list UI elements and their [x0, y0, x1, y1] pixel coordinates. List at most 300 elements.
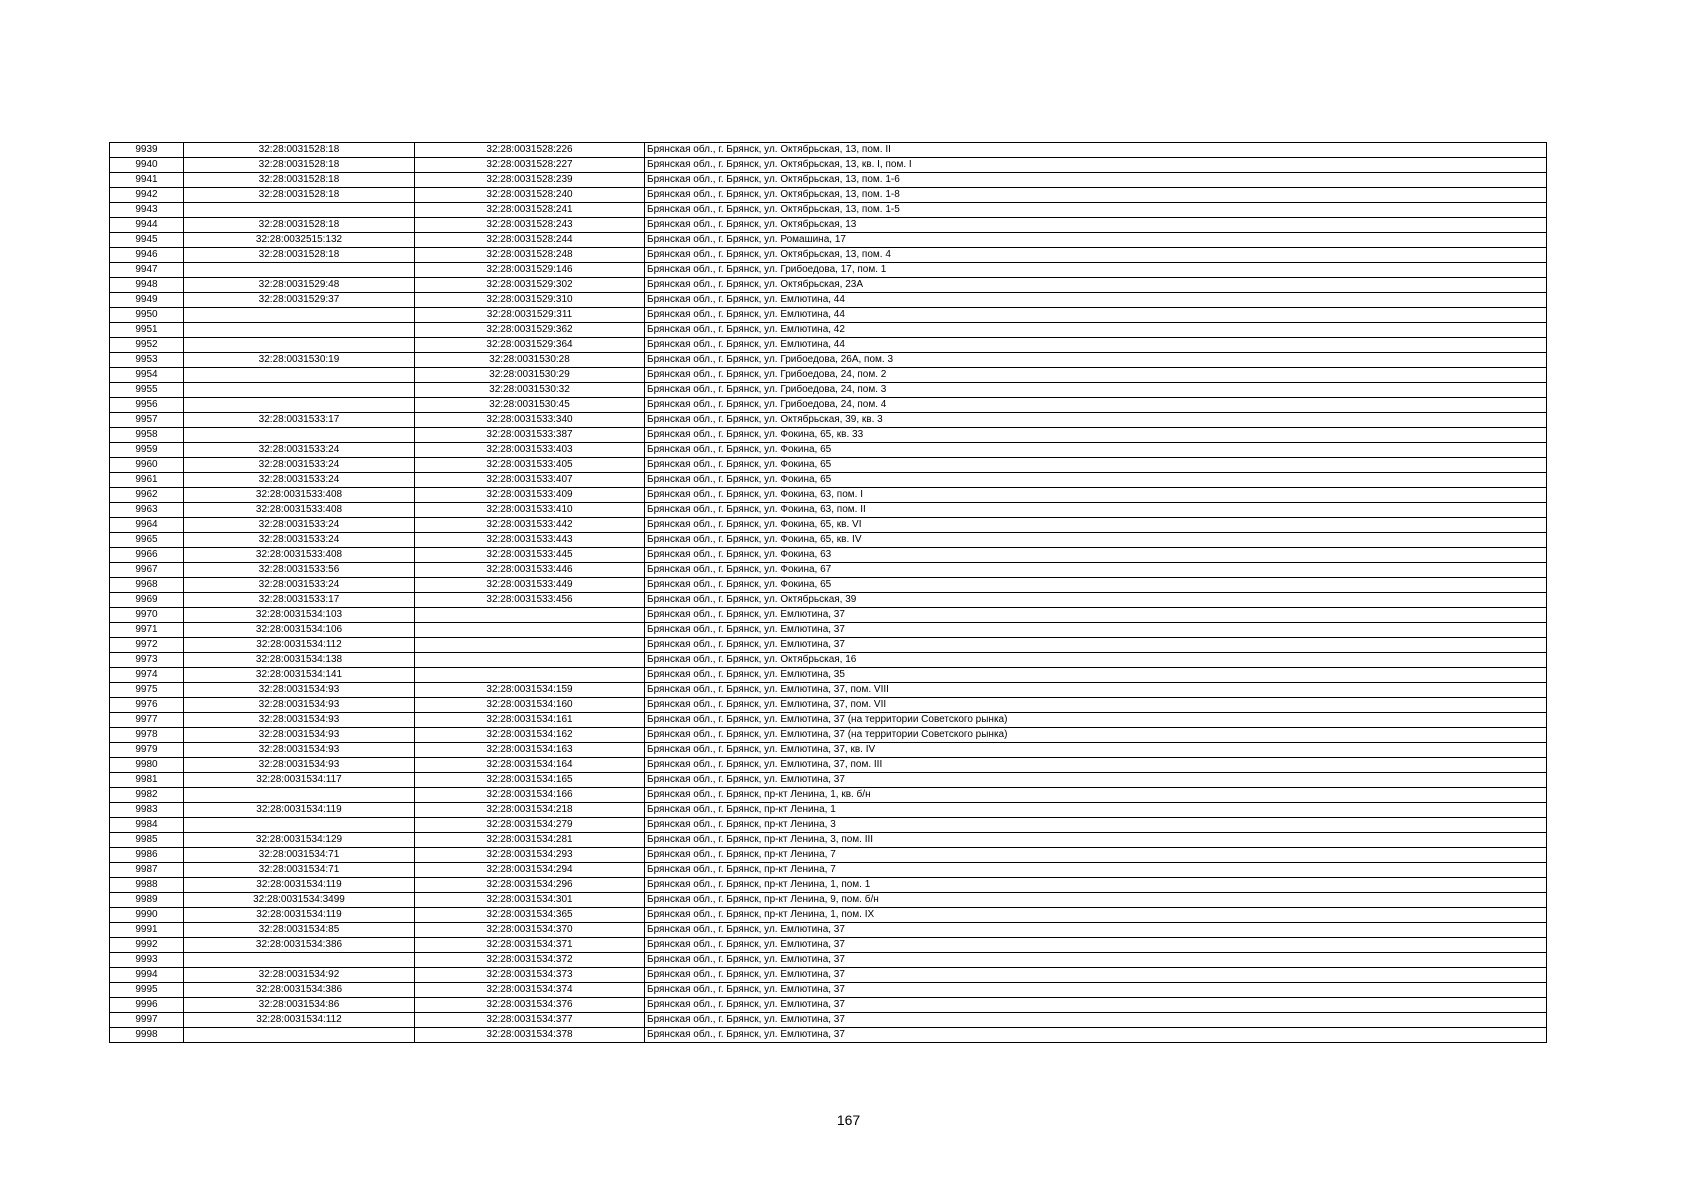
- address-cell: Брянская обл., г. Брянск, ул. Емлютина, 37, кв. IV: [645, 743, 1547, 758]
- land-cadastral-number-cell: 32:28:0031534:119: [184, 908, 415, 923]
- row-number-cell: 9995: [110, 983, 184, 998]
- address-cell: Брянская обл., г. Брянск, ул. Фокина, 65: [645, 578, 1547, 593]
- object-cadastral-number-cell: 32:28:0031533:405: [415, 458, 645, 473]
- table-row: [110, 263, 1547, 278]
- address-cell: Брянская обл., г. Брянск, пр-кт Ленина, 3, пом. III: [645, 833, 1547, 848]
- row-number-cell: 9943: [110, 203, 184, 218]
- land-cadastral-number-cell: 32:28:0031534:93: [184, 698, 415, 713]
- object-cadastral-number-cell: 32:28:0031534:378: [415, 1028, 645, 1043]
- registry-table: [109, 142, 1547, 1043]
- object-cadastral-number-cell: [415, 653, 645, 668]
- row-number-cell: 9969: [110, 593, 184, 608]
- row-number-cell: 9972: [110, 638, 184, 653]
- land-cadastral-number-cell: [184, 1028, 415, 1043]
- address-cell: Брянская обл., г. Брянск, пр-кт Ленина, 1, пом. IX: [645, 908, 1547, 923]
- row-number-cell: 9964: [110, 518, 184, 533]
- land-cadastral-number-cell: 32:28:0031534:106: [184, 623, 415, 638]
- object-cadastral-number-cell: [415, 668, 645, 683]
- row-number-cell: 9953: [110, 353, 184, 368]
- table-row: [110, 788, 1547, 803]
- land-cadastral-number-cell: 32:28:0031534:386: [184, 983, 415, 998]
- land-cadastral-number-cell: 32:28:0031528:18: [184, 158, 415, 173]
- object-cadastral-number-cell: 32:28:0031529:310: [415, 293, 645, 308]
- land-cadastral-number-cell: 32:28:0031530:19: [184, 353, 415, 368]
- land-cadastral-number-cell: 32:28:0031533:24: [184, 533, 415, 548]
- table-row: [110, 923, 1547, 938]
- row-number-cell: 9963: [110, 503, 184, 518]
- row-number-cell: 9952: [110, 338, 184, 353]
- table-row: [110, 998, 1547, 1013]
- row-number-cell: 9941: [110, 173, 184, 188]
- address-cell: Брянская обл., г. Брянск, пр-кт Ленина, 7: [645, 863, 1547, 878]
- land-cadastral-number-cell: 32:28:0031533:24: [184, 518, 415, 533]
- address-cell: Брянская обл., г. Брянск, ул. Емлютина, 35: [645, 668, 1547, 683]
- address-cell: Брянская обл., г. Брянск, ул. Грибоедова, 24, пом. 4: [645, 398, 1547, 413]
- address-cell: Брянская обл., г. Брянск, ул. Октябрьская, 13, кв. I, пом. I: [645, 158, 1547, 173]
- land-cadastral-number-cell: [184, 383, 415, 398]
- object-cadastral-number-cell: 32:28:0031534:281: [415, 833, 645, 848]
- object-cadastral-number-cell: 32:28:0031534:296: [415, 878, 645, 893]
- address-cell: Брянская обл., г. Брянск, ул. Октябрьская, 16: [645, 653, 1547, 668]
- table-row: [110, 908, 1547, 923]
- object-cadastral-number-cell: 32:28:0031534:279: [415, 818, 645, 833]
- address-cell: Брянская обл., г. Брянск, ул. Грибоедова, 26А, пом. 3: [645, 353, 1547, 368]
- land-cadastral-number-cell: 32:28:0031534:138: [184, 653, 415, 668]
- table-row: [110, 503, 1547, 518]
- row-number-cell: 9968: [110, 578, 184, 593]
- table-row: [110, 743, 1547, 758]
- object-cadastral-number-cell: [415, 638, 645, 653]
- address-cell: Брянская обл., г. Брянск, ул. Емлютина, 44: [645, 308, 1547, 323]
- land-cadastral-number-cell: 32:28:0031534:117: [184, 773, 415, 788]
- table-row: [110, 533, 1547, 548]
- land-cadastral-number-cell: 32:28:0031528:18: [184, 143, 415, 158]
- table-row: [110, 968, 1547, 983]
- land-cadastral-number-cell: 32:28:0031534:71: [184, 848, 415, 863]
- object-cadastral-number-cell: 32:28:0031533:442: [415, 518, 645, 533]
- object-cadastral-number-cell: 32:28:0031534:373: [415, 968, 645, 983]
- table-row: [110, 368, 1547, 383]
- row-number-cell: 9990: [110, 908, 184, 923]
- address-cell: Брянская обл., г. Брянск, ул. Емлютина, 37: [645, 623, 1547, 638]
- object-cadastral-number-cell: 32:28:0031534:293: [415, 848, 645, 863]
- address-cell: Брянская обл., г. Брянск, ул. Октябрьская, 13, пом. 4: [645, 248, 1547, 263]
- address-cell: Брянская обл., г. Брянск, ул. Емлютина, 37: [645, 968, 1547, 983]
- land-cadastral-number-cell: 32:28:0031534:386: [184, 938, 415, 953]
- row-number-cell: 9958: [110, 428, 184, 443]
- address-cell: Брянская обл., г. Брянск, ул. Емлютина, 37, пом. III: [645, 758, 1547, 773]
- row-number-cell: 9976: [110, 698, 184, 713]
- address-cell: Брянская обл., г. Брянск, ул. Октябрьская, 13, пом. 1-8: [645, 188, 1547, 203]
- row-number-cell: 9977: [110, 713, 184, 728]
- land-cadastral-number-cell: 32:28:0031533:24: [184, 443, 415, 458]
- table-row: [110, 383, 1547, 398]
- table-row: [110, 878, 1547, 893]
- address-cell: Брянская обл., г. Брянск, пр-кт Ленина, 9, пом. б/н: [645, 893, 1547, 908]
- table-row: [110, 833, 1547, 848]
- object-cadastral-number-cell: 32:28:0031530:45: [415, 398, 645, 413]
- row-number-cell: 9970: [110, 608, 184, 623]
- land-cadastral-number-cell: 32:28:0031534:141: [184, 668, 415, 683]
- address-cell: Брянская обл., г. Брянск, ул. Фокина, 63, пом. I: [645, 488, 1547, 503]
- row-number-cell: 9986: [110, 848, 184, 863]
- land-cadastral-number-cell: [184, 953, 415, 968]
- land-cadastral-number-cell: 32:28:0031533:24: [184, 578, 415, 593]
- object-cadastral-number-cell: 32:28:0031534:166: [415, 788, 645, 803]
- row-number-cell: 9978: [110, 728, 184, 743]
- row-number-cell: 9985: [110, 833, 184, 848]
- land-cadastral-number-cell: [184, 308, 415, 323]
- row-number-cell: 9954: [110, 368, 184, 383]
- table-row: [110, 773, 1547, 788]
- object-cadastral-number-cell: 32:28:0031534:376: [415, 998, 645, 1013]
- table-row: [110, 518, 1547, 533]
- row-number-cell: 9982: [110, 788, 184, 803]
- address-cell: Брянская обл., г. Брянск, ул. Емлютина, 37, пом. VIII: [645, 683, 1547, 698]
- address-cell: Брянская обл., г. Брянск, ул. Емлютина, 37: [645, 983, 1547, 998]
- land-cadastral-number-cell: 32:28:0031534:103: [184, 608, 415, 623]
- address-cell: Брянская обл., г. Брянск, ул. Октябрьская, 13, пом. II: [645, 143, 1547, 158]
- object-cadastral-number-cell: 32:28:0031534:164: [415, 758, 645, 773]
- row-number-cell: 9996: [110, 998, 184, 1013]
- land-cadastral-number-cell: 32:28:0031534:119: [184, 803, 415, 818]
- table-row: [110, 548, 1547, 563]
- land-cadastral-number-cell: 32:28:0031528:18: [184, 173, 415, 188]
- object-cadastral-number-cell: 32:28:0031529:311: [415, 308, 645, 323]
- address-cell: Брянская обл., г. Брянск, ул. Фокина, 65, кв. 33: [645, 428, 1547, 443]
- row-number-cell: 9965: [110, 533, 184, 548]
- row-number-cell: 9971: [110, 623, 184, 638]
- address-cell: Брянская обл., г. Брянск, ул. Фокина, 63, пом. II: [645, 503, 1547, 518]
- address-cell: Брянская обл., г. Брянск, ул. Октябрьская, 13: [645, 218, 1547, 233]
- table-row: [110, 248, 1547, 263]
- object-cadastral-number-cell: 32:28:0031533:403: [415, 443, 645, 458]
- land-cadastral-number-cell: 32:28:0031534:86: [184, 998, 415, 1013]
- object-cadastral-number-cell: 32:28:0031534:159: [415, 683, 645, 698]
- address-cell: Брянская обл., г. Брянск, ул. Фокина, 65: [645, 473, 1547, 488]
- address-cell: Брянская обл., г. Брянск, ул. Емлютина, 37: [645, 953, 1547, 968]
- address-cell: Брянская обл., г. Брянск, ул. Октябрьская, 13, пом. 1-6: [645, 173, 1547, 188]
- table-row: [110, 713, 1547, 728]
- object-cadastral-number-cell: 32:28:0031534:161: [415, 713, 645, 728]
- row-number-cell: 9987: [110, 863, 184, 878]
- address-cell: Брянская обл., г. Брянск, ул. Грибоедова, 24, пом. 2: [645, 368, 1547, 383]
- table-row: [110, 983, 1547, 998]
- land-cadastral-number-cell: 32:28:0031534:93: [184, 713, 415, 728]
- table-row: [110, 458, 1547, 473]
- row-number-cell: 9955: [110, 383, 184, 398]
- land-cadastral-number-cell: 32:28:0031533:408: [184, 488, 415, 503]
- table-row: [110, 233, 1547, 248]
- land-cadastral-number-cell: 32:28:0031534:112: [184, 638, 415, 653]
- land-cadastral-number-cell: [184, 323, 415, 338]
- registry-table-body: [110, 143, 1547, 1043]
- object-cadastral-number-cell: 32:28:0031528:227: [415, 158, 645, 173]
- object-cadastral-number-cell: 32:28:0031528:240: [415, 188, 645, 203]
- address-cell: Брянская обл., г. Брянск, ул. Фокина, 63: [645, 548, 1547, 563]
- row-number-cell: 9951: [110, 323, 184, 338]
- row-number-cell: 9979: [110, 743, 184, 758]
- address-cell: Брянская обл., г. Брянск, ул. Грибоедова, 24, пом. 3: [645, 383, 1547, 398]
- address-cell: Брянская обл., г. Брянск, ул. Емлютина, 37: [645, 773, 1547, 788]
- land-cadastral-number-cell: 32:28:0032515:132: [184, 233, 415, 248]
- row-number-cell: 9975: [110, 683, 184, 698]
- row-number-cell: 9981: [110, 773, 184, 788]
- table-row: [110, 203, 1547, 218]
- row-number-cell: 9947: [110, 263, 184, 278]
- address-cell: Брянская обл., г. Брянск, пр-кт Ленина, 1: [645, 803, 1547, 818]
- address-cell: Брянская обл., г. Брянск, ул. Емлютина, 42: [645, 323, 1547, 338]
- land-cadastral-number-cell: 32:28:0031534:3499: [184, 893, 415, 908]
- table-row: [110, 428, 1547, 443]
- table-row: [110, 653, 1547, 668]
- land-cadastral-number-cell: [184, 203, 415, 218]
- object-cadastral-number-cell: 32:28:0031533:410: [415, 503, 645, 518]
- land-cadastral-number-cell: 32:28:0031533:17: [184, 593, 415, 608]
- address-cell: Брянская обл., г. Брянск, ул. Емлютина, 37: [645, 938, 1547, 953]
- address-cell: Брянская обл., г. Брянск, ул. Фокина, 65, кв. VI: [645, 518, 1547, 533]
- table-row: [110, 578, 1547, 593]
- table-row: [110, 848, 1547, 863]
- row-number-cell: 9974: [110, 668, 184, 683]
- land-cadastral-number-cell: 32:28:0031528:18: [184, 188, 415, 203]
- address-cell: Брянская обл., г. Брянск, ул. Емлютина, 44: [645, 338, 1547, 353]
- land-cadastral-number-cell: 32:28:0031529:37: [184, 293, 415, 308]
- address-cell: Брянская обл., г. Брянск, ул. Емлютина, 37: [645, 998, 1547, 1013]
- table-row: [110, 398, 1547, 413]
- object-cadastral-number-cell: 32:28:0031534:165: [415, 773, 645, 788]
- object-cadastral-number-cell: 32:28:0031528:241: [415, 203, 645, 218]
- address-cell: Брянская обл., г. Брянск, ул. Емлютина, 37: [645, 923, 1547, 938]
- object-cadastral-number-cell: 32:28:0031530:32: [415, 383, 645, 398]
- table-row: [110, 863, 1547, 878]
- land-cadastral-number-cell: 32:28:0031534:119: [184, 878, 415, 893]
- land-cadastral-number-cell: 32:28:0031534:129: [184, 833, 415, 848]
- object-cadastral-number-cell: 32:28:0031534:370: [415, 923, 645, 938]
- table-row: [110, 173, 1547, 188]
- address-cell: Брянская обл., г. Брянск, ул. Фокина, 65: [645, 443, 1547, 458]
- object-cadastral-number-cell: 32:28:0031534:372: [415, 953, 645, 968]
- object-cadastral-number-cell: 32:28:0031533:409: [415, 488, 645, 503]
- row-number-cell: 9949: [110, 293, 184, 308]
- land-cadastral-number-cell: 32:28:0031534:92: [184, 968, 415, 983]
- land-cadastral-number-cell: 32:28:0031528:18: [184, 218, 415, 233]
- table-row: [110, 623, 1547, 638]
- object-cadastral-number-cell: 32:28:0031528:248: [415, 248, 645, 263]
- row-number-cell: 9991: [110, 923, 184, 938]
- object-cadastral-number-cell: 32:28:0031528:244: [415, 233, 645, 248]
- row-number-cell: 9956: [110, 398, 184, 413]
- address-cell: Брянская обл., г. Брянск, ул. Емлютина, 44: [645, 293, 1547, 308]
- row-number-cell: 9959: [110, 443, 184, 458]
- table-row: [110, 413, 1547, 428]
- object-cadastral-number-cell: 32:28:0031533:387: [415, 428, 645, 443]
- address-cell: Брянская обл., г. Брянск, ул. Октябрьская, 13, пом. 1-5: [645, 203, 1547, 218]
- address-cell: Брянская обл., г. Брянск, ул. Емлютина, 37 (на территории Советского рынка): [645, 713, 1547, 728]
- object-cadastral-number-cell: 32:28:0031534:365: [415, 908, 645, 923]
- address-cell: Брянская обл., г. Брянск, пр-кт Ленина, 1, пом. 1: [645, 878, 1547, 893]
- object-cadastral-number-cell: 32:28:0031528:239: [415, 173, 645, 188]
- object-cadastral-number-cell: 32:28:0031533:456: [415, 593, 645, 608]
- table-row: [110, 1028, 1547, 1043]
- object-cadastral-number-cell: 32:28:0031533:443: [415, 533, 645, 548]
- row-number-cell: 9944: [110, 218, 184, 233]
- land-cadastral-number-cell: 32:28:0031534:93: [184, 758, 415, 773]
- land-cadastral-number-cell: 32:28:0031533:408: [184, 503, 415, 518]
- row-number-cell: 9997: [110, 1013, 184, 1028]
- address-cell: Брянская обл., г. Брянск, ул. Емлютина, 37: [645, 1013, 1547, 1028]
- address-cell: Брянская обл., г. Брянск, ул. Октябрьская, 23А: [645, 278, 1547, 293]
- land-cadastral-number-cell: [184, 263, 415, 278]
- object-cadastral-number-cell: 32:28:0031529:146: [415, 263, 645, 278]
- row-number-cell: 9948: [110, 278, 184, 293]
- land-cadastral-number-cell: 32:28:0031534:93: [184, 683, 415, 698]
- object-cadastral-number-cell: 32:28:0031533:340: [415, 413, 645, 428]
- table-row: [110, 473, 1547, 488]
- table-row: [110, 953, 1547, 968]
- table-row: [110, 683, 1547, 698]
- address-cell: Брянская обл., г. Брянск, ул. Грибоедова, 17, пом. 1: [645, 263, 1547, 278]
- table-row: [110, 158, 1547, 173]
- object-cadastral-number-cell: 32:28:0031533:446: [415, 563, 645, 578]
- table-row: [110, 218, 1547, 233]
- table-row: [110, 638, 1547, 653]
- object-cadastral-number-cell: 32:28:0031528:226: [415, 143, 645, 158]
- address-cell: Брянская обл., г. Брянск, ул. Ромашина, 17: [645, 233, 1547, 248]
- object-cadastral-number-cell: 32:28:0031529:302: [415, 278, 645, 293]
- table-row: [110, 758, 1547, 773]
- address-cell: Брянская обл., г. Брянск, ул. Емлютина, 37: [645, 638, 1547, 653]
- table-row: [110, 818, 1547, 833]
- address-cell: Брянская обл., г. Брянск, пр-кт Ленина, 1, кв. б/н: [645, 788, 1547, 803]
- address-cell: Брянская обл., г. Брянск, ул. Фокина, 67: [645, 563, 1547, 578]
- row-number-cell: 9966: [110, 548, 184, 563]
- row-number-cell: 9960: [110, 458, 184, 473]
- land-cadastral-number-cell: [184, 788, 415, 803]
- object-cadastral-number-cell: 32:28:0031534:377: [415, 1013, 645, 1028]
- address-cell: Брянская обл., г. Брянск, пр-кт Ленина, 3: [645, 818, 1547, 833]
- object-cadastral-number-cell: 32:28:0031534:371: [415, 938, 645, 953]
- table-row: [110, 563, 1547, 578]
- page-number: 167: [836, 1112, 861, 1128]
- table-row: [110, 803, 1547, 818]
- table-row: [110, 338, 1547, 353]
- row-number-cell: 9988: [110, 878, 184, 893]
- land-cadastral-number-cell: 32:28:0031533:17: [184, 413, 415, 428]
- land-cadastral-number-cell: 32:28:0031534:71: [184, 863, 415, 878]
- land-cadastral-number-cell: 32:28:0031534:93: [184, 743, 415, 758]
- object-cadastral-number-cell: 32:28:0031534:294: [415, 863, 645, 878]
- object-cadastral-number-cell: 32:28:0031533:449: [415, 578, 645, 593]
- table-row: [110, 323, 1547, 338]
- table-row: [110, 668, 1547, 683]
- table-row: [110, 1013, 1547, 1028]
- land-cadastral-number-cell: 32:28:0031529:48: [184, 278, 415, 293]
- row-number-cell: 9967: [110, 563, 184, 578]
- object-cadastral-number-cell: 32:28:0031533:445: [415, 548, 645, 563]
- table-row: [110, 593, 1547, 608]
- address-cell: Брянская обл., г. Брянск, ул. Фокина, 65: [645, 458, 1547, 473]
- land-cadastral-number-cell: [184, 398, 415, 413]
- land-cadastral-number-cell: 32:28:0031533:24: [184, 473, 415, 488]
- table-row: [110, 488, 1547, 503]
- object-cadastral-number-cell: 32:28:0031534:374: [415, 983, 645, 998]
- table-row: [110, 728, 1547, 743]
- row-number-cell: 9973: [110, 653, 184, 668]
- row-number-cell: 9994: [110, 968, 184, 983]
- land-cadastral-number-cell: [184, 818, 415, 833]
- object-cadastral-number-cell: 32:28:0031534:301: [415, 893, 645, 908]
- land-cadastral-number-cell: 32:28:0031534:112: [184, 1013, 415, 1028]
- address-cell: Брянская обл., г. Брянск, ул. Фокина, 65, кв. IV: [645, 533, 1547, 548]
- land-cadastral-number-cell: 32:28:0031533:408: [184, 548, 415, 563]
- table-row: [110, 893, 1547, 908]
- land-cadastral-number-cell: [184, 368, 415, 383]
- table-row: [110, 353, 1547, 368]
- address-cell: Брянская обл., г. Брянск, ул. Октябрьская, 39: [645, 593, 1547, 608]
- row-number-cell: 9942: [110, 188, 184, 203]
- address-cell: Брянская обл., г. Брянск, пр-кт Ленина, 7: [645, 848, 1547, 863]
- row-number-cell: 9950: [110, 308, 184, 323]
- table-row: [110, 443, 1547, 458]
- land-cadastral-number-cell: 32:28:0031533:56: [184, 563, 415, 578]
- table-row: [110, 278, 1547, 293]
- object-cadastral-number-cell: 32:28:0031530:28: [415, 353, 645, 368]
- address-cell: Брянская обл., г. Брянск, ул. Емлютина, 37, пом. VII: [645, 698, 1547, 713]
- address-cell: Брянская обл., г. Брянск, ул. Емлютина, 37 (на территории Советского рынка): [645, 728, 1547, 743]
- row-number-cell: 9961: [110, 473, 184, 488]
- row-number-cell: 9957: [110, 413, 184, 428]
- object-cadastral-number-cell: 32:28:0031534:218: [415, 803, 645, 818]
- row-number-cell: 9984: [110, 818, 184, 833]
- address-cell: Брянская обл., г. Брянск, ул. Емлютина, 37: [645, 608, 1547, 623]
- table-row: [110, 698, 1547, 713]
- object-cadastral-number-cell: 32:28:0031534:160: [415, 698, 645, 713]
- row-number-cell: 9939: [110, 143, 184, 158]
- object-cadastral-number-cell: 32:28:0031533:407: [415, 473, 645, 488]
- table-row: [110, 308, 1547, 323]
- land-cadastral-number-cell: 32:28:0031534:85: [184, 923, 415, 938]
- row-number-cell: 9993: [110, 953, 184, 968]
- object-cadastral-number-cell: [415, 608, 645, 623]
- row-number-cell: 9992: [110, 938, 184, 953]
- address-cell: Брянская обл., г. Брянск, ул. Емлютина, 37: [645, 1028, 1547, 1043]
- row-number-cell: 9989: [110, 893, 184, 908]
- row-number-cell: 9946: [110, 248, 184, 263]
- land-cadastral-number-cell: 32:28:0031534:93: [184, 728, 415, 743]
- land-cadastral-number-cell: 32:28:0031528:18: [184, 248, 415, 263]
- row-number-cell: 9940: [110, 158, 184, 173]
- row-number-cell: 9962: [110, 488, 184, 503]
- object-cadastral-number-cell: 32:28:0031528:243: [415, 218, 645, 233]
- land-cadastral-number-cell: [184, 338, 415, 353]
- object-cadastral-number-cell: 32:28:0031529:362: [415, 323, 645, 338]
- table-row: [110, 608, 1547, 623]
- object-cadastral-number-cell: 32:28:0031534:163: [415, 743, 645, 758]
- table-row: [110, 143, 1547, 158]
- row-number-cell: 9980: [110, 758, 184, 773]
- row-number-cell: 9983: [110, 803, 184, 818]
- object-cadastral-number-cell: 32:28:0031534:162: [415, 728, 645, 743]
- object-cadastral-number-cell: [415, 623, 645, 638]
- table-row: [110, 188, 1547, 203]
- table-row: [110, 938, 1547, 953]
- row-number-cell: 9945: [110, 233, 184, 248]
- land-cadastral-number-cell: 32:28:0031533:24: [184, 458, 415, 473]
- land-cadastral-number-cell: [184, 428, 415, 443]
- row-number-cell: 9998: [110, 1028, 184, 1043]
- object-cadastral-number-cell: 32:28:0031530:29: [415, 368, 645, 383]
